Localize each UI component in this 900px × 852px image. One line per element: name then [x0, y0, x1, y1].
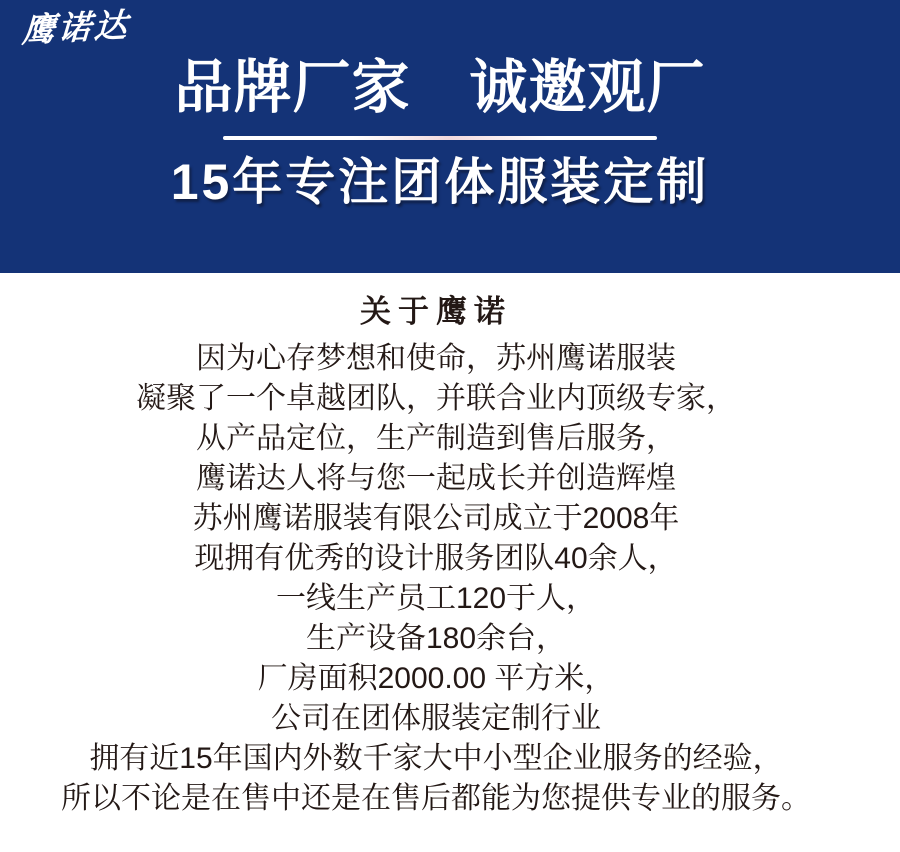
about-line: 从产品定位，生产制造到售后服务，: [196, 422, 676, 455]
about-line: 凝聚了一个卓越团队，并联合业内顶级专家，: [136, 382, 736, 415]
title-divider: [223, 136, 657, 140]
header-banner: [0, 0, 900, 273]
banner-title: 品牌厂家 诚邀观厂: [174, 55, 706, 120]
about-line: 拥有近15年国内外数千家大中小型企业服务的经验，: [89, 742, 783, 775]
brand-logo: 鹰诺达: [21, 6, 131, 49]
about-line: 生产设备180余台，: [305, 622, 567, 655]
about-line: 现拥有优秀的设计服务团队40余人，: [194, 542, 678, 575]
about-line: 所以不论是在售中还是在售后都能为您提供专业的服务。: [61, 782, 811, 815]
about-line: 苏州鹰诺服装有限公司成立于2008年: [192, 502, 680, 535]
about-line: 厂房面积2000.00 平方米，: [257, 662, 615, 695]
about-heading: 关于鹰诺: [360, 294, 512, 329]
about-section: [0, 273, 900, 819]
about-line: 因为心存梦想和使命，苏州鹰诺服装: [196, 342, 676, 375]
about-line: 一线生产员工120于人，: [275, 582, 597, 615]
about-paragraph: [0, 339, 872, 819]
banner-subtitle: 15年专注团体服装定制: [170, 154, 710, 210]
about-line: 鹰诺达人将与您一起成长并创造辉煌: [196, 462, 676, 495]
about-line: 公司在团体服装定制行业: [271, 702, 601, 735]
